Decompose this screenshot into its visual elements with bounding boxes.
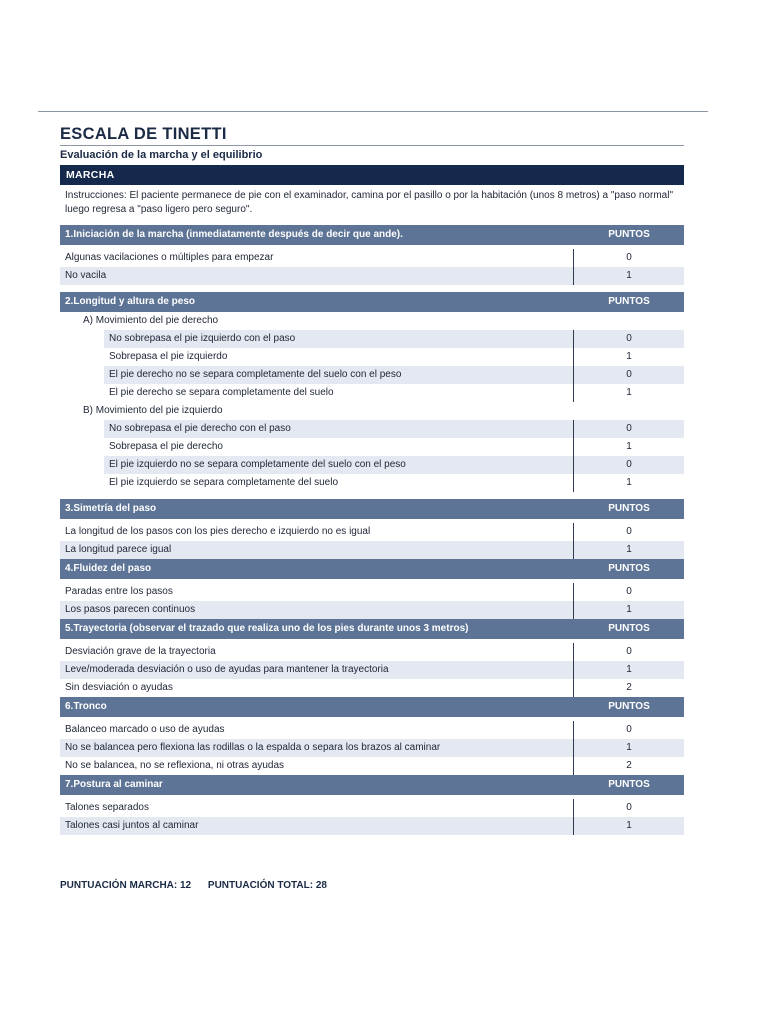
table-row <box>60 541 684 559</box>
table-row <box>60 523 684 541</box>
table-row <box>60 679 684 697</box>
row-label: La longitud de los pasos con los pies derecho e izquierdo no es igual <box>65 526 371 537</box>
section-title: 4.Fluidez del paso <box>65 563 152 574</box>
table-row <box>104 330 684 348</box>
row-label: Talones casi juntos al caminar <box>65 820 199 831</box>
row-points: 0 <box>573 249 684 267</box>
row-label: El pie derecho no se separa completamente del suelo con el peso <box>109 369 402 380</box>
section-header-trayectoria <box>60 619 684 639</box>
row-label: Sobrepasa el pie izquierdo <box>109 351 228 362</box>
total-score: PUNTUACIÓN TOTAL: 28 <box>207 880 327 891</box>
row-label: El pie izquierdo se separa completamente del suelo <box>109 477 339 488</box>
table-row <box>60 643 684 661</box>
row-label: Talones separados <box>65 802 149 813</box>
points-header: PUNTOS <box>608 779 650 790</box>
points-header: PUNTOS <box>608 296 650 307</box>
points-header: PUNTOS <box>608 503 650 514</box>
section-header-iniciacion <box>60 225 684 245</box>
instructions-text: Instrucciones: El paciente permanece de pie con el examinador, camina por el pasillo o por la habitación (unos 8 metros) a "paso normal" luego regresa a "paso ligero pero seguro". <box>65 190 673 215</box>
score-summary <box>60 880 341 891</box>
subgroup-pie-derecho: A) Movimiento del pie derecho <box>83 315 219 326</box>
tinetti-form <box>60 124 684 835</box>
row-points: 1 <box>573 541 684 559</box>
points-header: PUNTOS <box>608 229 650 240</box>
section-header-fluidez <box>60 559 684 579</box>
table-row <box>60 817 684 835</box>
row-label: No sobrepasa el pie izquierdo con el paso <box>109 333 296 344</box>
row-points: 1 <box>573 438 684 456</box>
row-points: 1 <box>573 267 684 285</box>
row-points: 0 <box>573 721 684 739</box>
table-row <box>60 739 684 757</box>
page-subtitle: Evaluación de la marcha y el equilibrio <box>60 145 684 165</box>
table-row <box>60 757 684 775</box>
table-row <box>60 583 684 601</box>
section-header-tronco <box>60 697 684 717</box>
row-label: No vacila <box>65 270 107 281</box>
table-row <box>60 799 684 817</box>
section-title: 2.Longitud y altura de peso <box>65 296 196 307</box>
table-row <box>60 249 684 267</box>
page-title: ESCALA DE TINETTI <box>60 125 227 143</box>
row-points: 0 <box>573 330 684 348</box>
subgroup-rows-a <box>104 330 684 402</box>
row-points: 0 <box>573 456 684 474</box>
row-label: La longitud parece igual <box>65 544 172 555</box>
row-label: No se balancea pero flexiona las rodillas o la espalda o separa los brazos al caminar <box>65 742 441 753</box>
row-points: 2 <box>573 757 684 775</box>
section-title: 1.Iniciación de la marcha (inmediatamente después de decir que ande). <box>65 229 403 240</box>
row-points: 1 <box>573 661 684 679</box>
row-points: 0 <box>573 420 684 438</box>
row-points: 2 <box>573 679 684 697</box>
row-points: 0 <box>573 643 684 661</box>
row-label: Desviación grave de la trayectoria <box>65 646 216 657</box>
top-divider <box>38 111 708 112</box>
marcha-score: PUNTUACIÓN MARCHA: 12 <box>60 880 192 891</box>
table-row <box>60 601 684 619</box>
section-title: 6.Tronco <box>65 701 107 712</box>
table-row <box>104 474 684 492</box>
row-points: 1 <box>573 384 684 402</box>
table-row <box>60 721 684 739</box>
section-header-postura <box>60 775 684 795</box>
row-points: 0 <box>573 799 684 817</box>
table-row <box>60 267 684 285</box>
points-header: PUNTOS <box>608 701 650 712</box>
table-row <box>104 456 684 474</box>
row-label: Sin desviación o ayudas <box>65 682 173 693</box>
row-points: 1 <box>573 601 684 619</box>
points-header: PUNTOS <box>608 623 650 634</box>
row-label: Balanceo marcado o uso de ayudas <box>65 724 225 735</box>
table-row <box>104 384 684 402</box>
row-points: 0 <box>573 523 684 541</box>
marcha-section-bar: MARCHA <box>60 165 684 185</box>
subgroup-rows-b <box>104 420 684 492</box>
row-points: 1 <box>573 348 684 366</box>
row-label: Paradas entre los pasos <box>65 586 173 597</box>
row-label: Los pasos parecen continuos <box>65 604 196 615</box>
row-label: Algunas vacilaciones o múltiples para empezar <box>65 252 274 263</box>
row-points: 1 <box>573 474 684 492</box>
row-label: Sobrepasa el pie derecho <box>109 441 223 452</box>
row-points: 1 <box>573 739 684 757</box>
row-label: El pie derecho se separa completamente del suelo <box>109 387 334 398</box>
table-row <box>104 438 684 456</box>
row-label: Leve/moderada desviación o uso de ayudas para mantener la trayectoria <box>65 664 389 675</box>
row-label: No se balancea, no se reflexiona, ni otras ayudas <box>65 760 285 771</box>
section-header-simetria <box>60 499 684 519</box>
section-title: 5.Trayectoria (observar el trazado que realiza uno de los pies durante unos 3 metros) <box>65 623 469 634</box>
points-header: PUNTOS <box>608 563 650 574</box>
row-label: No sobrepasa el pie derecho con el paso <box>109 423 291 434</box>
section-title: 3.Simetría del paso <box>65 503 157 514</box>
section-header-longitud <box>60 292 684 312</box>
subgroup-pie-izquierdo: B) Movimiento del pie izquierdo <box>83 405 223 416</box>
table-row <box>104 348 684 366</box>
table-row <box>104 420 684 438</box>
row-points: 1 <box>573 817 684 835</box>
row-label: El pie izquierdo no se separa completamente del suelo con el peso <box>109 459 406 470</box>
row-points: 0 <box>573 366 684 384</box>
row-points: 0 <box>573 583 684 601</box>
section-title: 7.Postura al caminar <box>65 779 163 790</box>
table-row <box>104 366 684 384</box>
table-row <box>60 661 684 679</box>
